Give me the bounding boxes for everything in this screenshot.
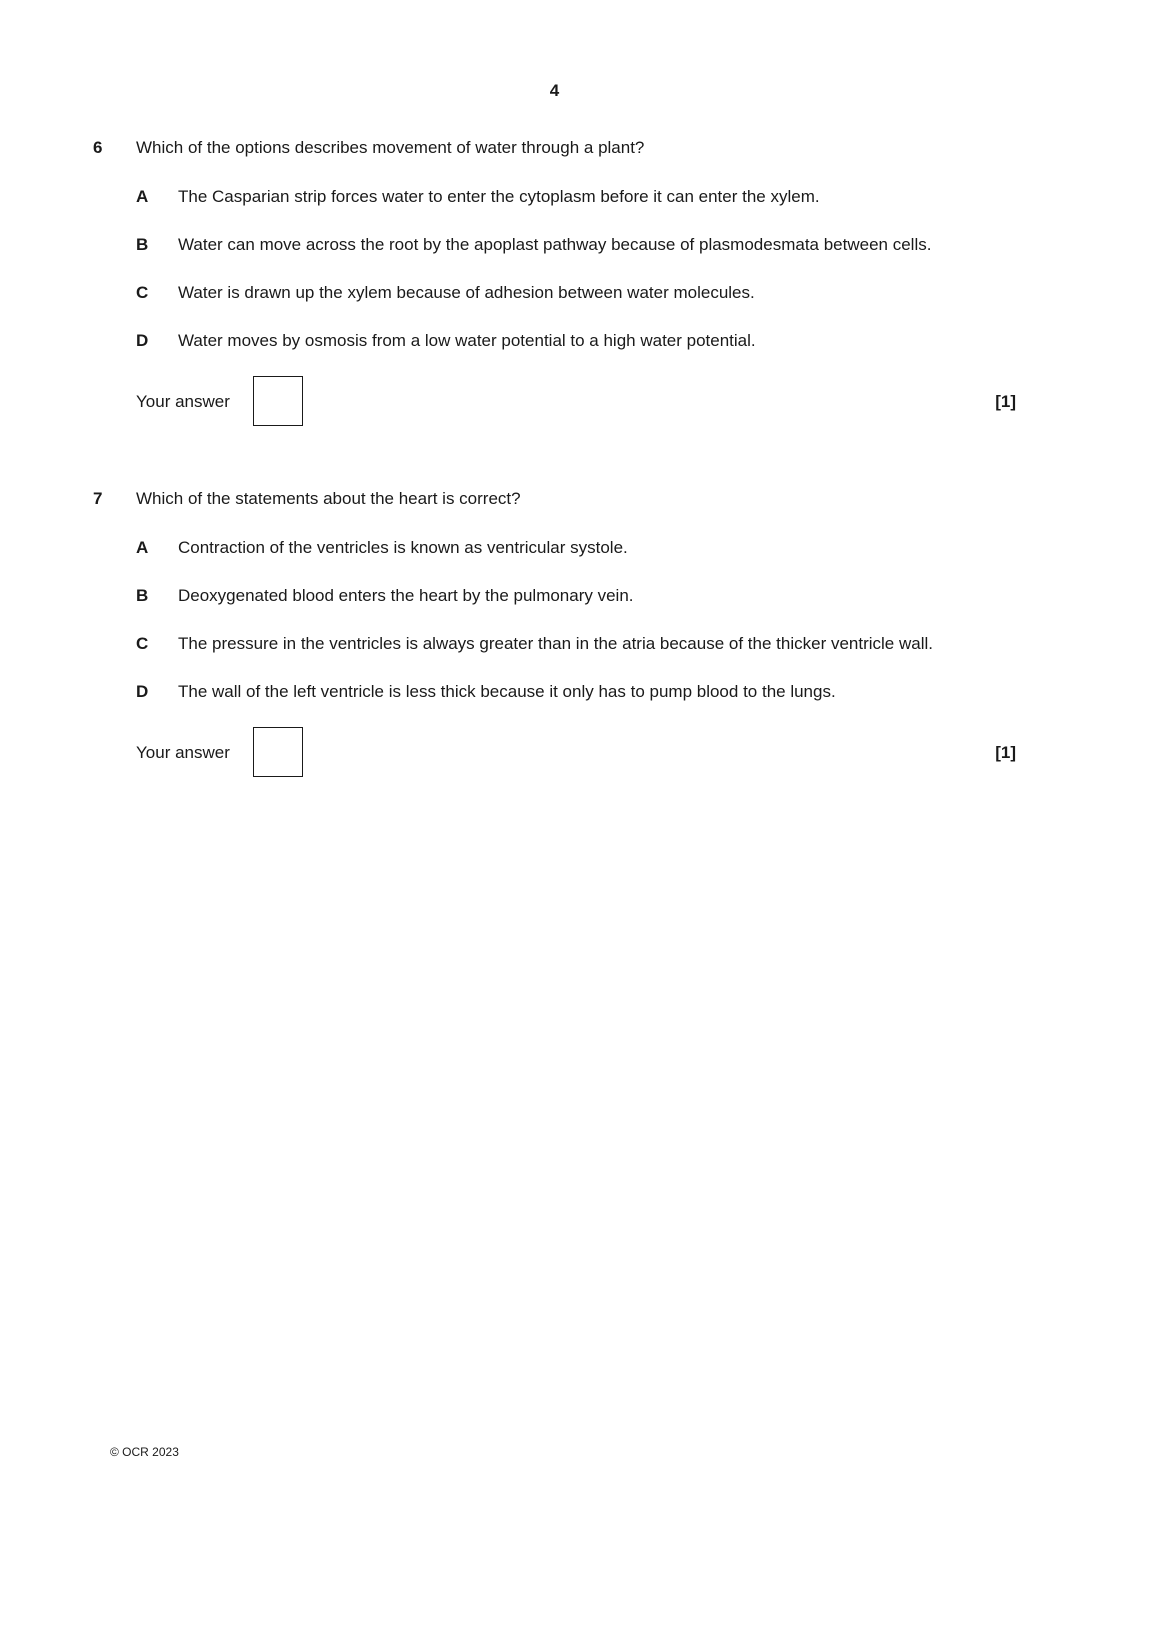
- option-text: The Casparian strip forces water to enter the cytoplasm before it can enter the xylem.: [178, 187, 820, 206]
- question-7: [93, 486, 1016, 777]
- page-number: 4: [549, 81, 560, 100]
- option-text: The pressure in the ventricles is always greater than in the atria because of the thicker ventricle wall.: [178, 634, 933, 653]
- option-letter: A: [136, 187, 149, 206]
- question-6-option-d: [136, 328, 1016, 353]
- your-answer-label: Your answer: [136, 391, 230, 411]
- footer-copyright: © OCR 2023: [110, 1445, 179, 1459]
- answer-box[interactable]: [253, 376, 303, 426]
- option-text: Contraction of the ventricles is known as ventricular systole.: [178, 538, 628, 557]
- question-text: Which of the statements about the heart is correct?: [136, 489, 521, 508]
- question-6-option-a: [136, 184, 1016, 209]
- question-7-heading: [93, 486, 1016, 511]
- question-7-option-a: [136, 535, 1016, 560]
- question-7-option-c: [136, 631, 1016, 656]
- option-text: Deoxygenated blood enters the heart by the pulmonary vein.: [178, 586, 634, 605]
- question-6-answer-row: [136, 376, 1016, 426]
- option-letter: A: [136, 538, 149, 557]
- page-content: [0, 0, 1158, 777]
- question-number: 6: [93, 138, 103, 157]
- answer-box[interactable]: [253, 727, 303, 777]
- question-6-option-b: [136, 232, 1016, 257]
- question-text: Which of the options describes movement of water through a plant?: [136, 138, 645, 157]
- marks-label: [1]: [995, 742, 1016, 762]
- question-7-answer-row: [136, 727, 1016, 777]
- option-letter: C: [136, 283, 149, 302]
- question-6-heading: [93, 135, 1016, 160]
- option-letter: B: [136, 586, 149, 605]
- option-text: Water can move across the root by the apoplast pathway because of plasmodesmata between cells.: [178, 235, 932, 254]
- question-number: 7: [93, 489, 103, 508]
- option-letter: B: [136, 235, 149, 254]
- option-text: The wall of the left ventricle is less thick because it only has to pump blood to the lungs.: [178, 682, 836, 701]
- question-7-option-d: [136, 679, 1016, 704]
- question-7-option-b: [136, 583, 1016, 608]
- option-text: Water is drawn up the xylem because of adhesion between water molecules.: [178, 283, 755, 302]
- option-letter: D: [136, 331, 149, 350]
- marks-label: [1]: [995, 391, 1016, 411]
- question-6: [93, 135, 1016, 426]
- option-letter: D: [136, 682, 149, 701]
- option-letter: C: [136, 634, 149, 653]
- question-6-option-c: [136, 280, 1016, 305]
- option-text: Water moves by osmosis from a low water potential to a high water potential.: [178, 331, 756, 350]
- your-answer-label: Your answer: [136, 742, 230, 762]
